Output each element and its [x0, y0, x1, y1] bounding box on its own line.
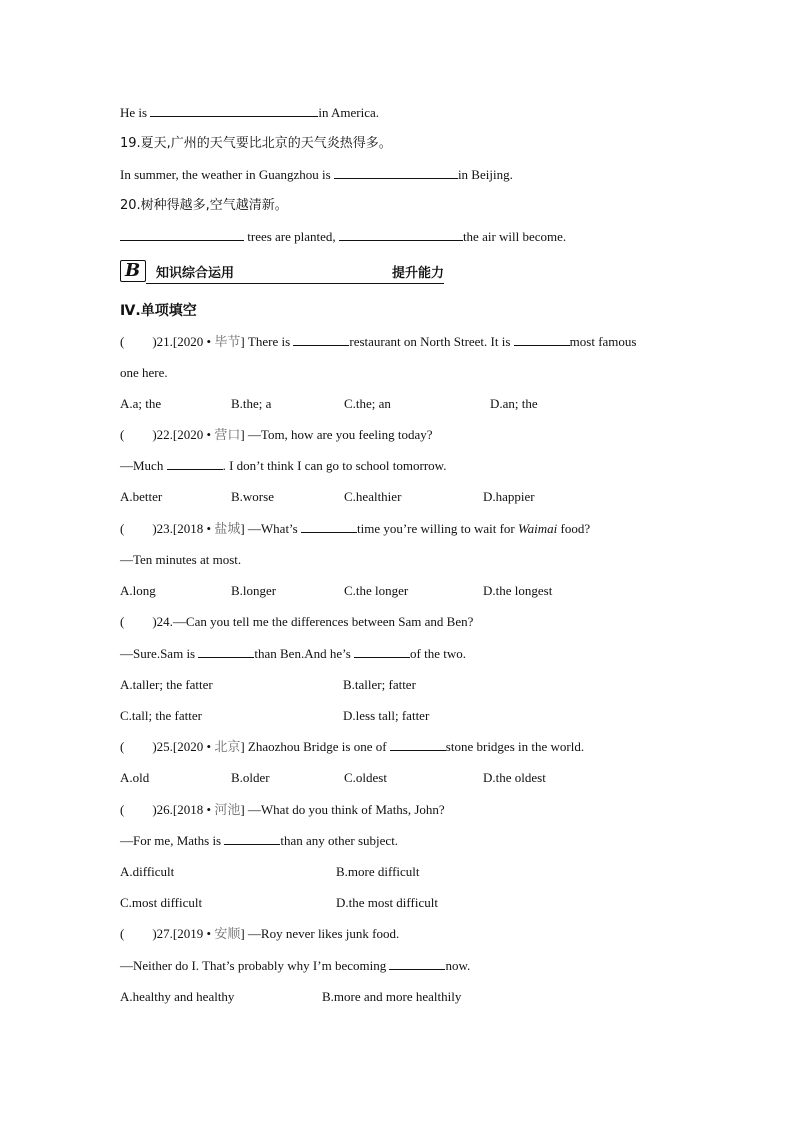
q20-english-line	[120, 228, 566, 246]
option-b[interactable]: B.older	[231, 770, 270, 785]
option-c[interactable]: C.most difficult	[120, 895, 203, 910]
option-a[interactable]: A.a; the	[120, 396, 162, 411]
question-23-stem: ( )23.[2018 • 盐城] —What’s time you’re willing to wait for Waimai food?	[120, 521, 591, 537]
part-heading: Ⅳ.单项填空	[120, 303, 197, 319]
answer-blank[interactable]	[198, 645, 254, 658]
question-25-stem: ( )25.[2020 • 北京] Zhaozhou Bridge is one of stone bridges in the world.	[120, 739, 585, 755]
question-27-stem: ( )27.[2019 • 安顺] —Roy never likes junk food.	[120, 926, 400, 942]
q20-chinese: 20.树种得越多,空气越清新。	[120, 198, 288, 213]
answer-blank[interactable]	[224, 832, 280, 845]
option-a[interactable]: A.difficult	[120, 864, 175, 879]
text: He is	[120, 105, 151, 120]
answer-blank[interactable]	[334, 166, 458, 179]
question-26-stem: ( )26.[2018 • 河池] —What do you think of Maths, John?	[120, 802, 445, 818]
question-22-stem: ( )22.[2020 • 营口] —Tom, how are you feeling today?	[120, 427, 433, 443]
answer-blank[interactable]	[389, 957, 445, 970]
question-27-reply: —Neither do I. That’s probably why I’m becoming now.	[120, 958, 471, 973]
option-b[interactable]: B.worse	[231, 489, 274, 504]
option-d[interactable]: D.less tall; fatter	[343, 708, 430, 723]
option-a[interactable]: A.old	[120, 770, 150, 785]
answer-blank[interactable]	[301, 520, 357, 533]
answer-blank[interactable]	[150, 104, 318, 117]
badge-letter: B	[125, 260, 141, 281]
text: trees are planted,	[244, 229, 339, 244]
source-tag: 北京	[214, 740, 241, 755]
q19-chinese: 19.夏天,广州的天气要比北京的天气炎热得多。	[120, 136, 392, 151]
question-23-reply: —Ten minutes at most.	[120, 552, 242, 567]
text: in Beijing.	[457, 167, 513, 182]
option-c[interactable]: C.the; an	[344, 396, 391, 411]
text: the air will become.	[462, 229, 567, 244]
answer-blank[interactable]	[354, 645, 410, 658]
option-b[interactable]: B.taller; fatter	[343, 677, 416, 692]
answer-blank[interactable]	[167, 457, 223, 470]
answer-blank[interactable]	[514, 333, 570, 346]
option-d[interactable]: D.the oldest	[483, 770, 546, 785]
option-a[interactable]: A.better	[120, 489, 163, 504]
section-title: 知识综合运用	[156, 266, 235, 281]
source-tag: 毕节	[214, 335, 241, 350]
question-24-stem: ( )24.—Can you tell me the differences between Sam and Ben?	[120, 614, 474, 629]
answer-blank[interactable]	[293, 333, 349, 346]
option-b[interactable]: B.more and more healthily	[322, 989, 462, 1004]
option-a[interactable]: A.healthy and healthy	[120, 989, 235, 1004]
text: in America.	[318, 105, 379, 120]
question-26-reply: —For me, Maths is than any other subject.	[120, 833, 399, 848]
option-b[interactable]: B.the; a	[231, 396, 272, 411]
source-tag: 盐城	[214, 522, 241, 537]
option-b[interactable]: B.longer	[231, 583, 277, 598]
answer-blank[interactable]	[390, 738, 446, 751]
answer-blank[interactable]	[339, 228, 463, 241]
question-21-cont: one here.	[120, 365, 168, 380]
section-rule	[146, 283, 444, 284]
option-a[interactable]: A.taller; the fatter	[120, 677, 213, 692]
option-d[interactable]: D.an; the	[490, 396, 538, 411]
source-tag: 营口	[214, 428, 241, 443]
section-header	[120, 258, 444, 284]
option-d[interactable]: D.happier	[483, 489, 535, 504]
option-a[interactable]: A.long	[120, 583, 156, 598]
source-tag: 河池	[214, 803, 241, 818]
q19-english-line	[120, 166, 513, 184]
option-d[interactable]: D.the most difficult	[336, 895, 438, 910]
option-c[interactable]: C.tall; the fatter	[120, 708, 202, 723]
source-tag: 安顺	[214, 927, 241, 942]
option-b[interactable]: B.more difficult	[336, 864, 420, 879]
q18-english-line	[120, 104, 379, 122]
option-c[interactable]: C.healthier	[344, 489, 402, 504]
text: In summer, the weather in Guangzhou is	[120, 167, 334, 182]
answer-blank[interactable]	[120, 228, 244, 241]
option-c[interactable]: C.oldest	[344, 770, 387, 785]
option-c[interactable]: C.the longer	[344, 583, 409, 598]
question-22-reply: —Much . I don’t think I can go to school tomorrow.	[120, 458, 447, 473]
section-subtitle: 提升能力	[391, 266, 444, 281]
question-24-reply: —Sure.Sam is than Ben.And he’s of the two.	[120, 646, 466, 661]
option-d[interactable]: D.the longest	[483, 583, 553, 598]
section-b-icon	[120, 260, 146, 282]
question-21-stem: ( )21.[2020 • 毕节] There is restaurant on North Street. It is most famous	[120, 334, 637, 350]
